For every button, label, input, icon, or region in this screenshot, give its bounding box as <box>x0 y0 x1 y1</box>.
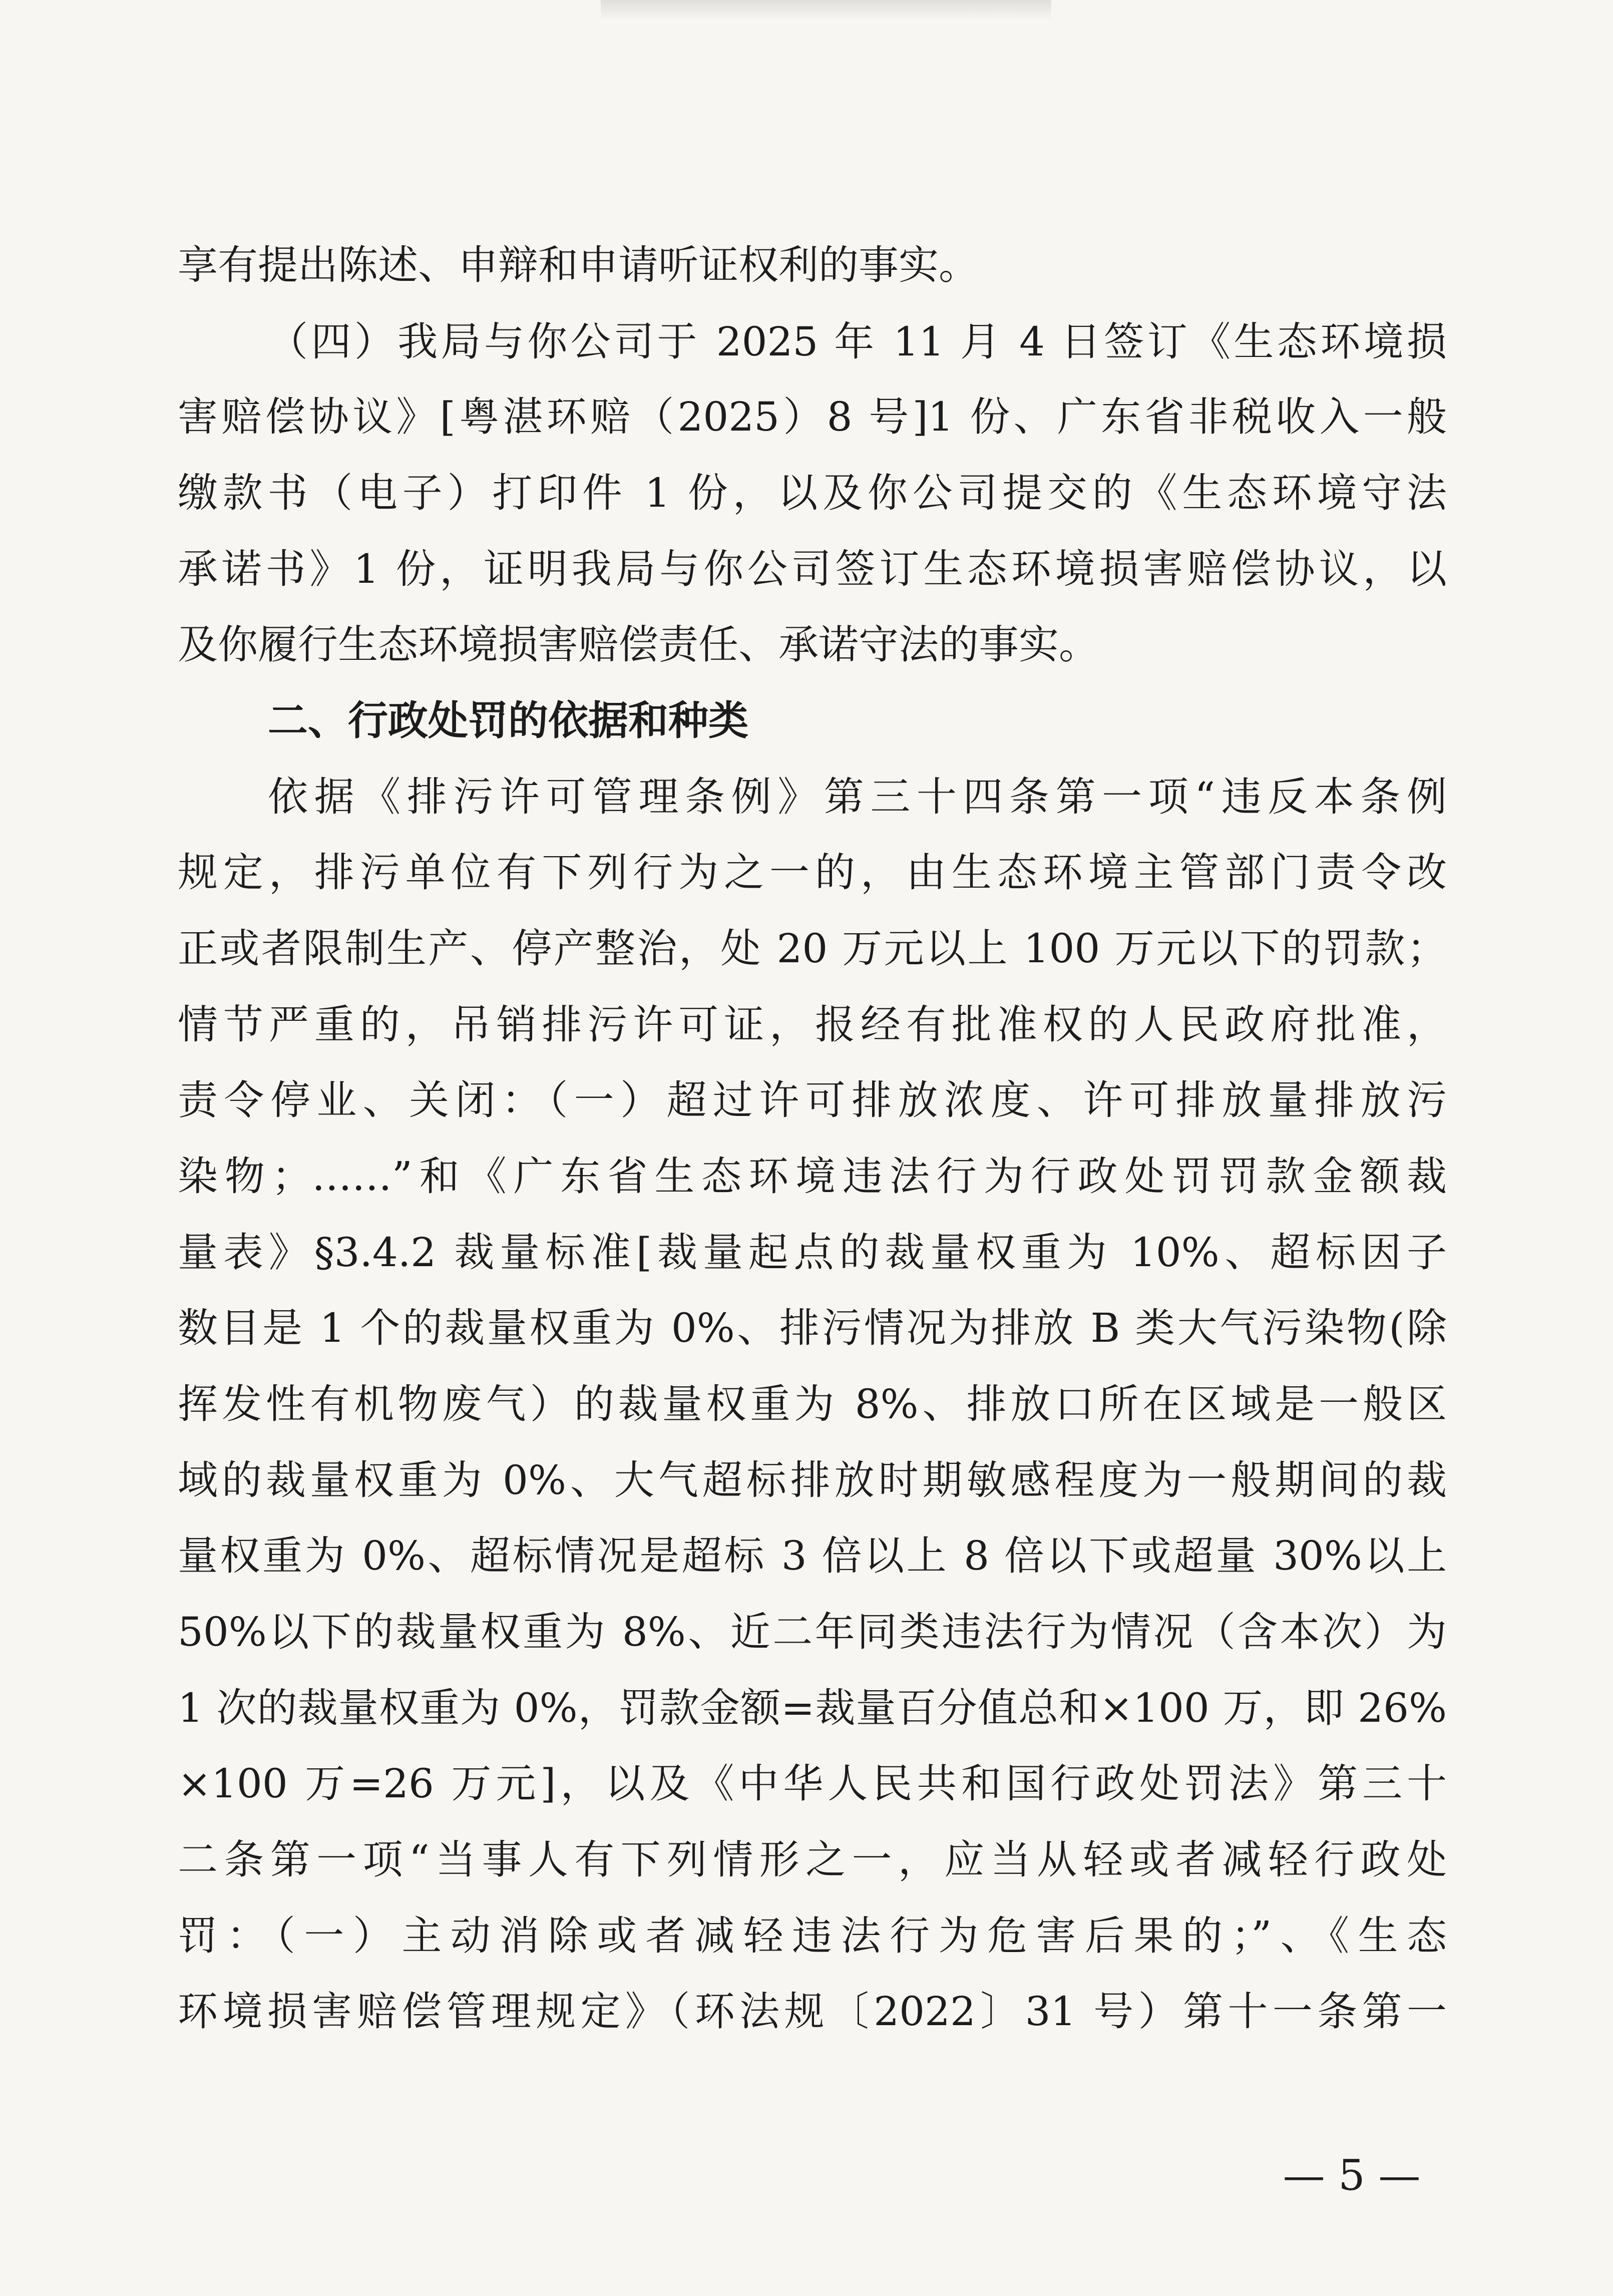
text-line: 责令停业、关闭：（一）超过许可排放浓度、许可排放量排放污 <box>178 1077 1447 1123</box>
text-line: 1 次的裁量权重为 0%，罚款金额=裁量百分值总和×100 万，即 26% <box>178 1685 1447 1731</box>
text-line: 害赔偿协议》[粤湛环赔（2025）8 号]1 份、广东省非税收入一般 <box>178 394 1447 440</box>
text-line: 挥发性有机物废气）的裁量权重为 8%、排放口所在区域是一般区 <box>178 1381 1447 1427</box>
text-line: 环境损害赔偿管理规定》（环法规〔2022〕31 号）第十一条第一 <box>178 1988 1447 2035</box>
text-line: 50%以下的裁量权重为 8%、近二年同类违法行为情况（含本次）为 <box>178 1609 1447 1655</box>
text-line: 正或者限制生产、停产整治，处 20 万元以上 100 万元以下的罚款； <box>178 925 1447 972</box>
text-line: 二条第一项“当事人有下列情形之一，应当从轻或者减轻行政处 <box>178 1836 1447 1883</box>
page-number: — 5 — <box>1283 2151 1421 2200</box>
scan-smudge <box>601 0 1051 20</box>
text-line: 享有提出陈述、申辩和申请听证权利的事实。 <box>178 242 979 288</box>
text-line: 量表》§3.4.2 裁量标准[裁量起点的裁量权重为 10%、超标因子 <box>178 1229 1447 1276</box>
text-line: 规定，排污单位有下列行为之一的，由生态环境主管部门责令改 <box>178 849 1447 896</box>
text-line: 域的裁量权重为 0%、大气超标排放时期敏感程度为一般期间的裁 <box>178 1457 1447 1503</box>
text-line: 数目是 1 个的裁量权重为 0%、排污情况为排放 B 类大气污染物(除 <box>178 1305 1447 1351</box>
text-line: 及你履行生态环境损害赔偿责任、承诺守法的事实。 <box>178 621 1099 668</box>
text-line: ×100 万=26 万元]，以及《中华人民共和国行政处罚法》第三十 <box>178 1760 1447 1807</box>
text-line: 量权重为 0%、超标情况是超标 3 倍以上 8 倍以下或超量 30%以上 <box>178 1533 1447 1579</box>
text-line: 依据《排污许可管理条例》第三十四条第一项“违反本条例 <box>268 774 1447 820</box>
text-line: 染物；……”和《广东省生态环境违法行为行政处罚罚款金额裁 <box>178 1153 1447 1200</box>
text-line: 缴款书（电子）打印件 1 份，以及你公司提交的《生态环境守法 <box>178 470 1447 516</box>
section-heading: 二、行政处罚的依据和种类 <box>268 697 748 744</box>
text-line: 承诺书》1 份，证明我局与你公司签订生态环境损害赔偿协议，以 <box>178 546 1447 592</box>
text-line: 情节严重的，吊销排污许可证，报经有批准权的人民政府批准， <box>178 1001 1447 1048</box>
text-line: （四）我局与你公司于 2025 年 11 月 4 日签订《生态环境损 <box>268 318 1447 365</box>
text-line: 罚：（一）主动消除或者减轻违法行为危害后果的；”、《生态 <box>178 1912 1447 1959</box>
